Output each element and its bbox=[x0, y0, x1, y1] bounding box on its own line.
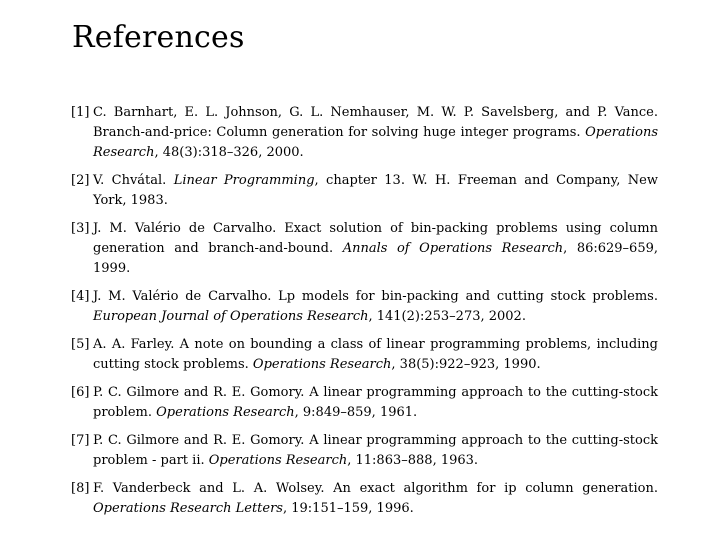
reference-segment: F. Vanderbeck and L. A. Wolsey. An exact algorithm for ip column generation. bbox=[93, 481, 663, 496]
reference-segment: , chapter 13. W. H. Freeman and Company, New York, 1983. bbox=[93, 173, 663, 208]
reference-segment: , 9:849–859, 1961. bbox=[294, 405, 418, 420]
reference-item bbox=[71, 103, 663, 163]
reference-text bbox=[93, 481, 662, 516]
reference-number: [7] bbox=[71, 433, 90, 448]
reference-segment: , 86:629–659, 1999. bbox=[93, 241, 663, 276]
reference-text bbox=[93, 221, 662, 276]
reference-text bbox=[93, 433, 662, 468]
reference-list bbox=[71, 103, 663, 527]
reference-text bbox=[93, 385, 662, 420]
reference-venue: Operations Research bbox=[208, 453, 348, 468]
reference-number: [1] bbox=[71, 105, 90, 120]
reference-number: [4] bbox=[71, 289, 90, 304]
reference-segment: , 19:151–159, 1996. bbox=[282, 501, 414, 516]
reference-venue: Annals of Operations Research bbox=[342, 241, 564, 256]
reference-segment: J. M. Valério de Carvalho. Exact solution of bin-packing problems using column generation and branch-and-bound. bbox=[93, 221, 663, 256]
reference-item bbox=[71, 479, 663, 519]
reference-segment: V. Chvátal. bbox=[93, 173, 174, 188]
reference-item bbox=[71, 383, 663, 423]
reference-text bbox=[93, 289, 662, 324]
reference-number: [3] bbox=[71, 221, 90, 236]
reference-venue: Operations Research bbox=[252, 357, 392, 372]
reference-text bbox=[93, 337, 662, 372]
reference-text bbox=[93, 173, 662, 208]
reference-segment: , 48(3):318–326, 2000. bbox=[154, 145, 304, 160]
reference-segment: A. A. Farley. A note on bounding a class of linear programming problems, including cutting stock problems. bbox=[93, 337, 663, 372]
reference-item bbox=[71, 219, 663, 279]
reference-venue: Operations Research bbox=[156, 405, 295, 420]
reference-text bbox=[93, 105, 662, 160]
reference-item bbox=[71, 171, 663, 211]
reference-segment: C. Barnhart, E. L. Johnson, G. L. Nemhauser, M. W. P. Savelsberg, and P. Vance. Branch-and-price: Column generation for solving huge integer programs. bbox=[93, 105, 663, 140]
reference-segment: P. C. Gilmore and R. E. Gomory. A linear programming approach to the cutting-stock problem - part ii. bbox=[93, 433, 663, 468]
reference-number: [2] bbox=[71, 173, 90, 188]
reference-item bbox=[71, 335, 663, 375]
reference-segment: P. C. Gilmore and R. E. Gomory. A linear programming approach to the cutting-stock problem. bbox=[93, 385, 663, 420]
reference-venue: European Journal of Operations Research bbox=[93, 309, 369, 324]
reference-segment: J. M. Valério de Carvalho. Lp models for bin-packing and cutting stock problems. bbox=[93, 289, 663, 304]
reference-number: [5] bbox=[71, 337, 90, 352]
reference-item bbox=[71, 431, 663, 471]
reference-venue: Operations Research Letters bbox=[93, 501, 283, 516]
reference-number: [6] bbox=[71, 385, 90, 400]
reference-segment: , 141(2):253–273, 2002. bbox=[368, 309, 526, 324]
reference-item bbox=[71, 287, 663, 327]
reference-venue: Linear Programming bbox=[173, 173, 315, 188]
reference-segment: , 38(5):922–923, 1990. bbox=[391, 357, 541, 372]
reference-segment: , 11:863–888, 1963. bbox=[347, 453, 479, 468]
page-title: References bbox=[72, 20, 245, 55]
reference-number: [8] bbox=[71, 481, 90, 496]
reference-venue: Operations Research bbox=[93, 125, 658, 160]
